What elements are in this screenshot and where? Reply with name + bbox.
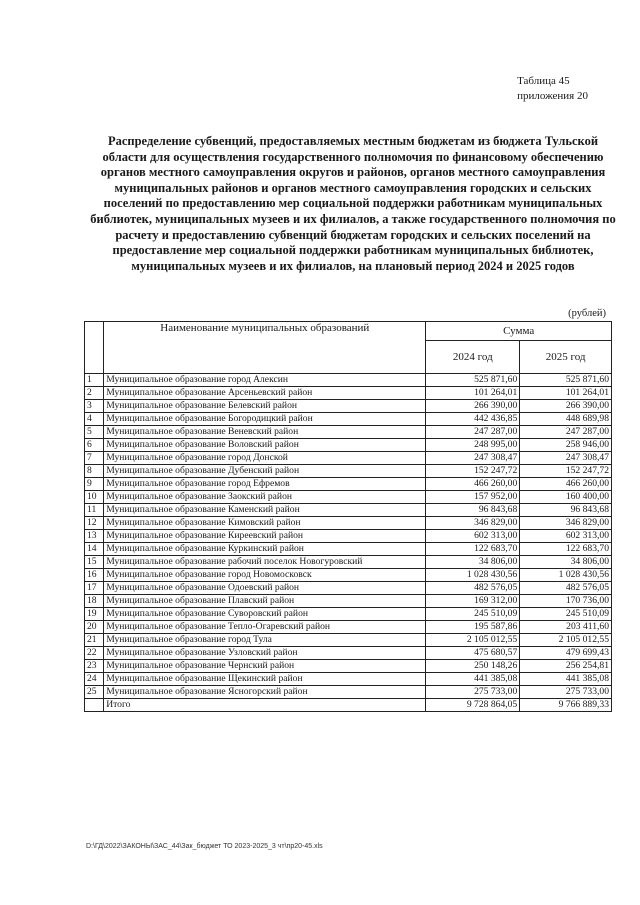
row-value-2025: 247 308,47: [520, 452, 612, 465]
row-number: 6: [85, 439, 104, 452]
row-number: 1: [85, 374, 104, 387]
subvention-table: [84, 321, 612, 712]
year-2024-header: 2024 год: [426, 341, 520, 374]
row-value-2024: 346 829,00: [426, 517, 520, 530]
table-row: [85, 686, 612, 699]
row-value-2025: 441 385,08: [520, 673, 612, 686]
row-value-2025: 479 699,43: [520, 647, 612, 660]
row-name: Муниципальное образование Богородицкий район: [104, 413, 426, 426]
table-row: [85, 595, 612, 608]
row-name: Муниципальное образование Суворовский район: [104, 608, 426, 621]
table-row: [85, 400, 612, 413]
row-value-2025: 2 105 012,55: [520, 634, 612, 647]
row-value-2025: 122 683,70: [520, 543, 612, 556]
table-row: [85, 530, 612, 543]
unit-label: (рублей): [568, 308, 606, 319]
row-value-2025: 96 843,68: [520, 504, 612, 517]
row-value-2025: 203 411,60: [520, 621, 612, 634]
row-name: Муниципальное образование Веневский район: [104, 426, 426, 439]
row-value-2024: 441 385,08: [426, 673, 520, 686]
row-number: 25: [85, 686, 104, 699]
row-value-2024: 122 683,70: [426, 543, 520, 556]
row-value-2024: 602 313,00: [426, 530, 520, 543]
row-name: Муниципальное образование город Ефремов: [104, 478, 426, 491]
row-number: 12: [85, 517, 104, 530]
row-number: 11: [85, 504, 104, 517]
row-value-2025: 448 689,98: [520, 413, 612, 426]
table-row: [85, 491, 612, 504]
row-value-2025: 602 313,00: [520, 530, 612, 543]
row-number: 5: [85, 426, 104, 439]
row-value-2025: 275 733,00: [520, 686, 612, 699]
row-name: Муниципальное образование рабочий поселок Новогуровский: [104, 556, 426, 569]
row-value-2024: 1 028 430,56: [426, 569, 520, 582]
row-value-2025: 152 247,72: [520, 465, 612, 478]
total-row: [85, 699, 612, 712]
table-row: [85, 504, 612, 517]
row-number: 19: [85, 608, 104, 621]
total-label: Итого: [104, 699, 426, 712]
row-value-2024: 275 733,00: [426, 686, 520, 699]
row-name: Муниципальное образование Кимовский район: [104, 517, 426, 530]
year-2025-header: 2025 год: [520, 341, 612, 374]
table-row: [85, 582, 612, 595]
row-value-2024: 157 952,00: [426, 491, 520, 504]
row-name: Муниципальное образование Плавский район: [104, 595, 426, 608]
row-value-2025: 1 028 430,56: [520, 569, 612, 582]
row-value-2025: 525 871,60: [520, 374, 612, 387]
row-number: 14: [85, 543, 104, 556]
row-value-2024: 250 148,26: [426, 660, 520, 673]
row-number: 16: [85, 569, 104, 582]
row-value-2024: 525 871,60: [426, 374, 520, 387]
row-value-2024: 245 510,09: [426, 608, 520, 621]
table-row: [85, 608, 612, 621]
name-header: Наименование муниципальных образований: [104, 322, 426, 374]
row-number: 13: [85, 530, 104, 543]
row-value-2024: 247 287,00: [426, 426, 520, 439]
row-name: Муниципальное образование Тепло-Огаревский район: [104, 621, 426, 634]
row-name: Муниципальное образование город Новомосковск: [104, 569, 426, 582]
table-row: [85, 465, 612, 478]
row-name: Муниципальное образование город Алексин: [104, 374, 426, 387]
row-name: Муниципальное образование Заокский район: [104, 491, 426, 504]
row-value-2024: 475 680,57: [426, 647, 520, 660]
row-value-2024: 442 436,85: [426, 413, 520, 426]
table-row: [85, 387, 612, 400]
row-name: Муниципальное образование Узловский район: [104, 647, 426, 660]
row-name: Муниципальное образование Арсеньевский район: [104, 387, 426, 400]
num-header: [85, 322, 104, 374]
table-row: [85, 660, 612, 673]
table-row: [85, 478, 612, 491]
total-num-cell: [85, 699, 104, 712]
row-value-2025: 346 829,00: [520, 517, 612, 530]
row-number: 20: [85, 621, 104, 634]
table-row: [85, 634, 612, 647]
row-number: 10: [85, 491, 104, 504]
row-number: 4: [85, 413, 104, 426]
row-name: Муниципальное образование Чернский район: [104, 660, 426, 673]
table-row: [85, 647, 612, 660]
row-number: 17: [85, 582, 104, 595]
row-value-2024: 96 843,68: [426, 504, 520, 517]
sum-header: Сумма: [426, 322, 612, 341]
row-number: 24: [85, 673, 104, 686]
table-row: [85, 556, 612, 569]
row-number: 9: [85, 478, 104, 491]
row-number: 3: [85, 400, 104, 413]
row-number: 15: [85, 556, 104, 569]
row-value-2025: 247 287,00: [520, 426, 612, 439]
row-value-2024: 482 576,05: [426, 582, 520, 595]
row-name: Муниципальное образование Дубенский район: [104, 465, 426, 478]
row-number: 2: [85, 387, 104, 400]
row-name: Муниципальное образование Одоевский район: [104, 582, 426, 595]
table-row: [85, 439, 612, 452]
appendix-ref: приложения 20: [517, 90, 588, 102]
table-row: [85, 426, 612, 439]
row-name: Муниципальное образование Киреевский район: [104, 530, 426, 543]
row-value-2025: 266 390,00: [520, 400, 612, 413]
row-number: 21: [85, 634, 104, 647]
table-row: [85, 413, 612, 426]
row-value-2025: 466 260,00: [520, 478, 612, 491]
row-value-2024: 152 247,72: [426, 465, 520, 478]
row-value-2024: 266 390,00: [426, 400, 520, 413]
row-value-2025: 170 736,00: [520, 595, 612, 608]
row-value-2024: 195 587,86: [426, 621, 520, 634]
row-value-2024: 34 806,00: [426, 556, 520, 569]
row-value-2025: 160 400,00: [520, 491, 612, 504]
row-number: 18: [85, 595, 104, 608]
row-value-2024: 466 260,00: [426, 478, 520, 491]
row-value-2025: 34 806,00: [520, 556, 612, 569]
table-row: [85, 621, 612, 634]
row-name: Муниципальное образование Белевский район: [104, 400, 426, 413]
total-2025: 9 766 889,33: [520, 699, 612, 712]
document-title: Распределение субвенций, предоставляемых местным бюджетам из бюджета Тульской области для осуществления государственного полномочия по финансовому обеспечению органов местного самоуправления округов и районов, органов местного самоуправления муниципальных районов и органов местного самоуправления городских и сельских поселений по предоставлению мер социальной поддержки работникам муниципальных библиотек, муниципальных музеев и их филиалов, а также государственного полномочия по расчету и предоставлению субвенций бюджетам городских и сельских поселений на предоставление мер социальной поддержки работникам муниципальных библиотек, муниципальных музеев и их филиалов, на плановый период 2024 и 2025 годов: [90, 134, 616, 273]
row-number: 22: [85, 647, 104, 660]
row-value-2024: 2 105 012,55: [426, 634, 520, 647]
row-value-2024: 248 995,00: [426, 439, 520, 452]
row-name: Муниципальное образование Воловский район: [104, 439, 426, 452]
row-number: 8: [85, 465, 104, 478]
row-name: Муниципальное образование Каменский район: [104, 504, 426, 517]
row-value-2024: 101 264,01: [426, 387, 520, 400]
table-number: Таблица 45: [517, 75, 570, 87]
row-number: 7: [85, 452, 104, 465]
row-name: Муниципальное образование город Тула: [104, 634, 426, 647]
row-value-2025: 482 576,05: [520, 582, 612, 595]
total-2024: 9 728 864,05: [426, 699, 520, 712]
row-name: Муниципальное образование Куркинский район: [104, 543, 426, 556]
row-name: Муниципальное образование город Донской: [104, 452, 426, 465]
file-path-footer: D:\ГД\2022\ЗАКОНЫ\ЗАС_44\Зак_бюджет ТО 2023-2025_3 чт\пр20-45.xls: [86, 843, 323, 850]
row-value-2025: 258 946,00: [520, 439, 612, 452]
row-value-2025: 245 510,09: [520, 608, 612, 621]
row-number: 23: [85, 660, 104, 673]
row-name: Муниципальное образование Щекинский район: [104, 673, 426, 686]
table-row: [85, 569, 612, 582]
table-row: [85, 543, 612, 556]
row-value-2025: 256 254,81: [520, 660, 612, 673]
row-value-2024: 247 308,47: [426, 452, 520, 465]
table-row: [85, 673, 612, 686]
row-name: Муниципальное образование Ясногорский район: [104, 686, 426, 699]
table-number-block: [517, 74, 588, 104]
table-row: [85, 374, 612, 387]
row-value-2024: 169 312,00: [426, 595, 520, 608]
table-row: [85, 452, 612, 465]
row-value-2025: 101 264,01: [520, 387, 612, 400]
table-row: [85, 517, 612, 530]
